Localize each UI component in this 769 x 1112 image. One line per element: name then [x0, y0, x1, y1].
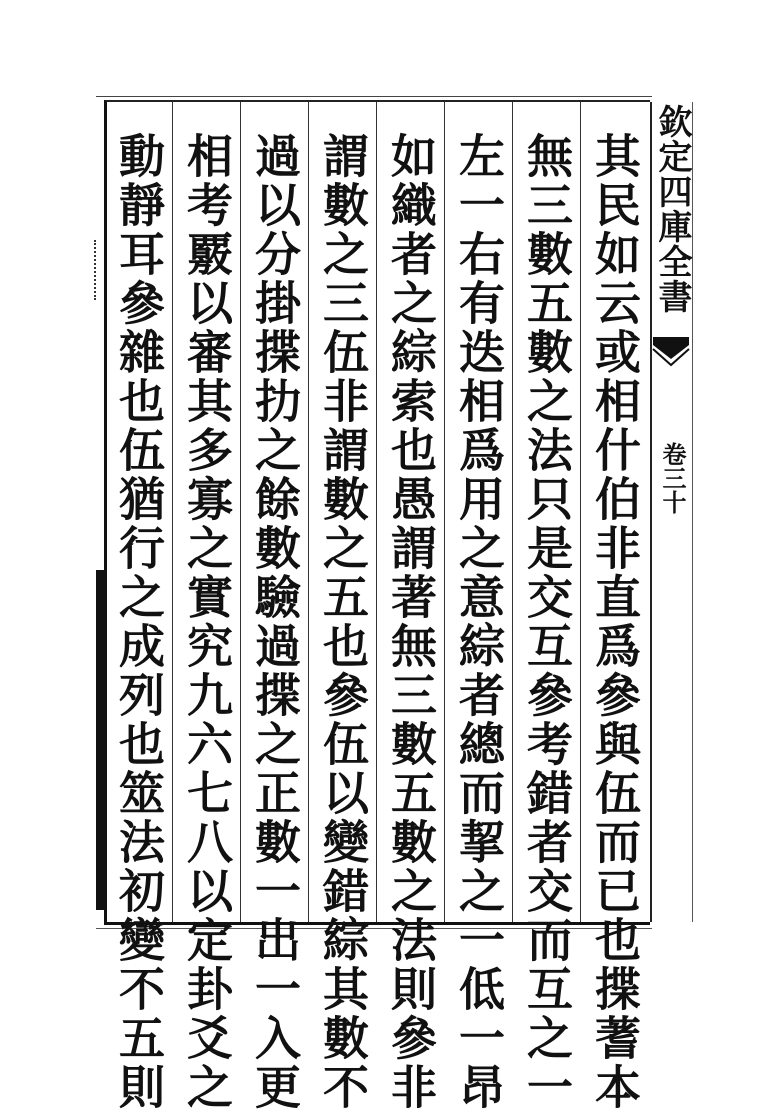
text-column-8: 動靜耳參雜也伍猶行之成列也筮法初變不五則 — [112, 132, 166, 1112]
book-title: 欽定四庫全書 — [652, 104, 692, 314]
binding-edge-ticks — [94, 240, 100, 300]
juan-number: 卷三十 — [658, 442, 687, 514]
fish-tail-mark-icon — [651, 335, 691, 369]
binding-edge-mark — [96, 570, 104, 910]
text-column-4: 如織者之綜索也愚謂著無三數五數之法則參非 — [384, 132, 438, 1112]
text-column-3: 左一右有迭相爲用之意綜者總而挈之一低一昂 — [452, 132, 506, 1112]
text-column-5: 謂數之三伍非謂數之五也參伍以變錯綜其數不 — [316, 132, 370, 1112]
text-column-7: 相考覈以審其多寡之實究九六七八以定卦爻之 — [180, 132, 234, 1112]
text-column-1: 其民如云或相什伯非直爲參與伍而已也揲蓍本 — [588, 132, 642, 1112]
column-divider — [308, 102, 309, 922]
column-divider — [376, 102, 377, 922]
text-column-6: 過以分掛揲扐之餘數驗過揲之正數一出一入更 — [248, 132, 302, 1112]
column-divider — [444, 102, 445, 922]
frame-top-line — [96, 96, 652, 97]
text-column-2: 無三數五數之法只是交互參考錯者交而互之一 — [520, 132, 574, 1112]
column-divider — [512, 102, 513, 922]
column-divider — [240, 102, 241, 922]
column-divider — [172, 102, 173, 922]
margin-rule — [692, 102, 693, 922]
column-divider — [580, 102, 581, 922]
